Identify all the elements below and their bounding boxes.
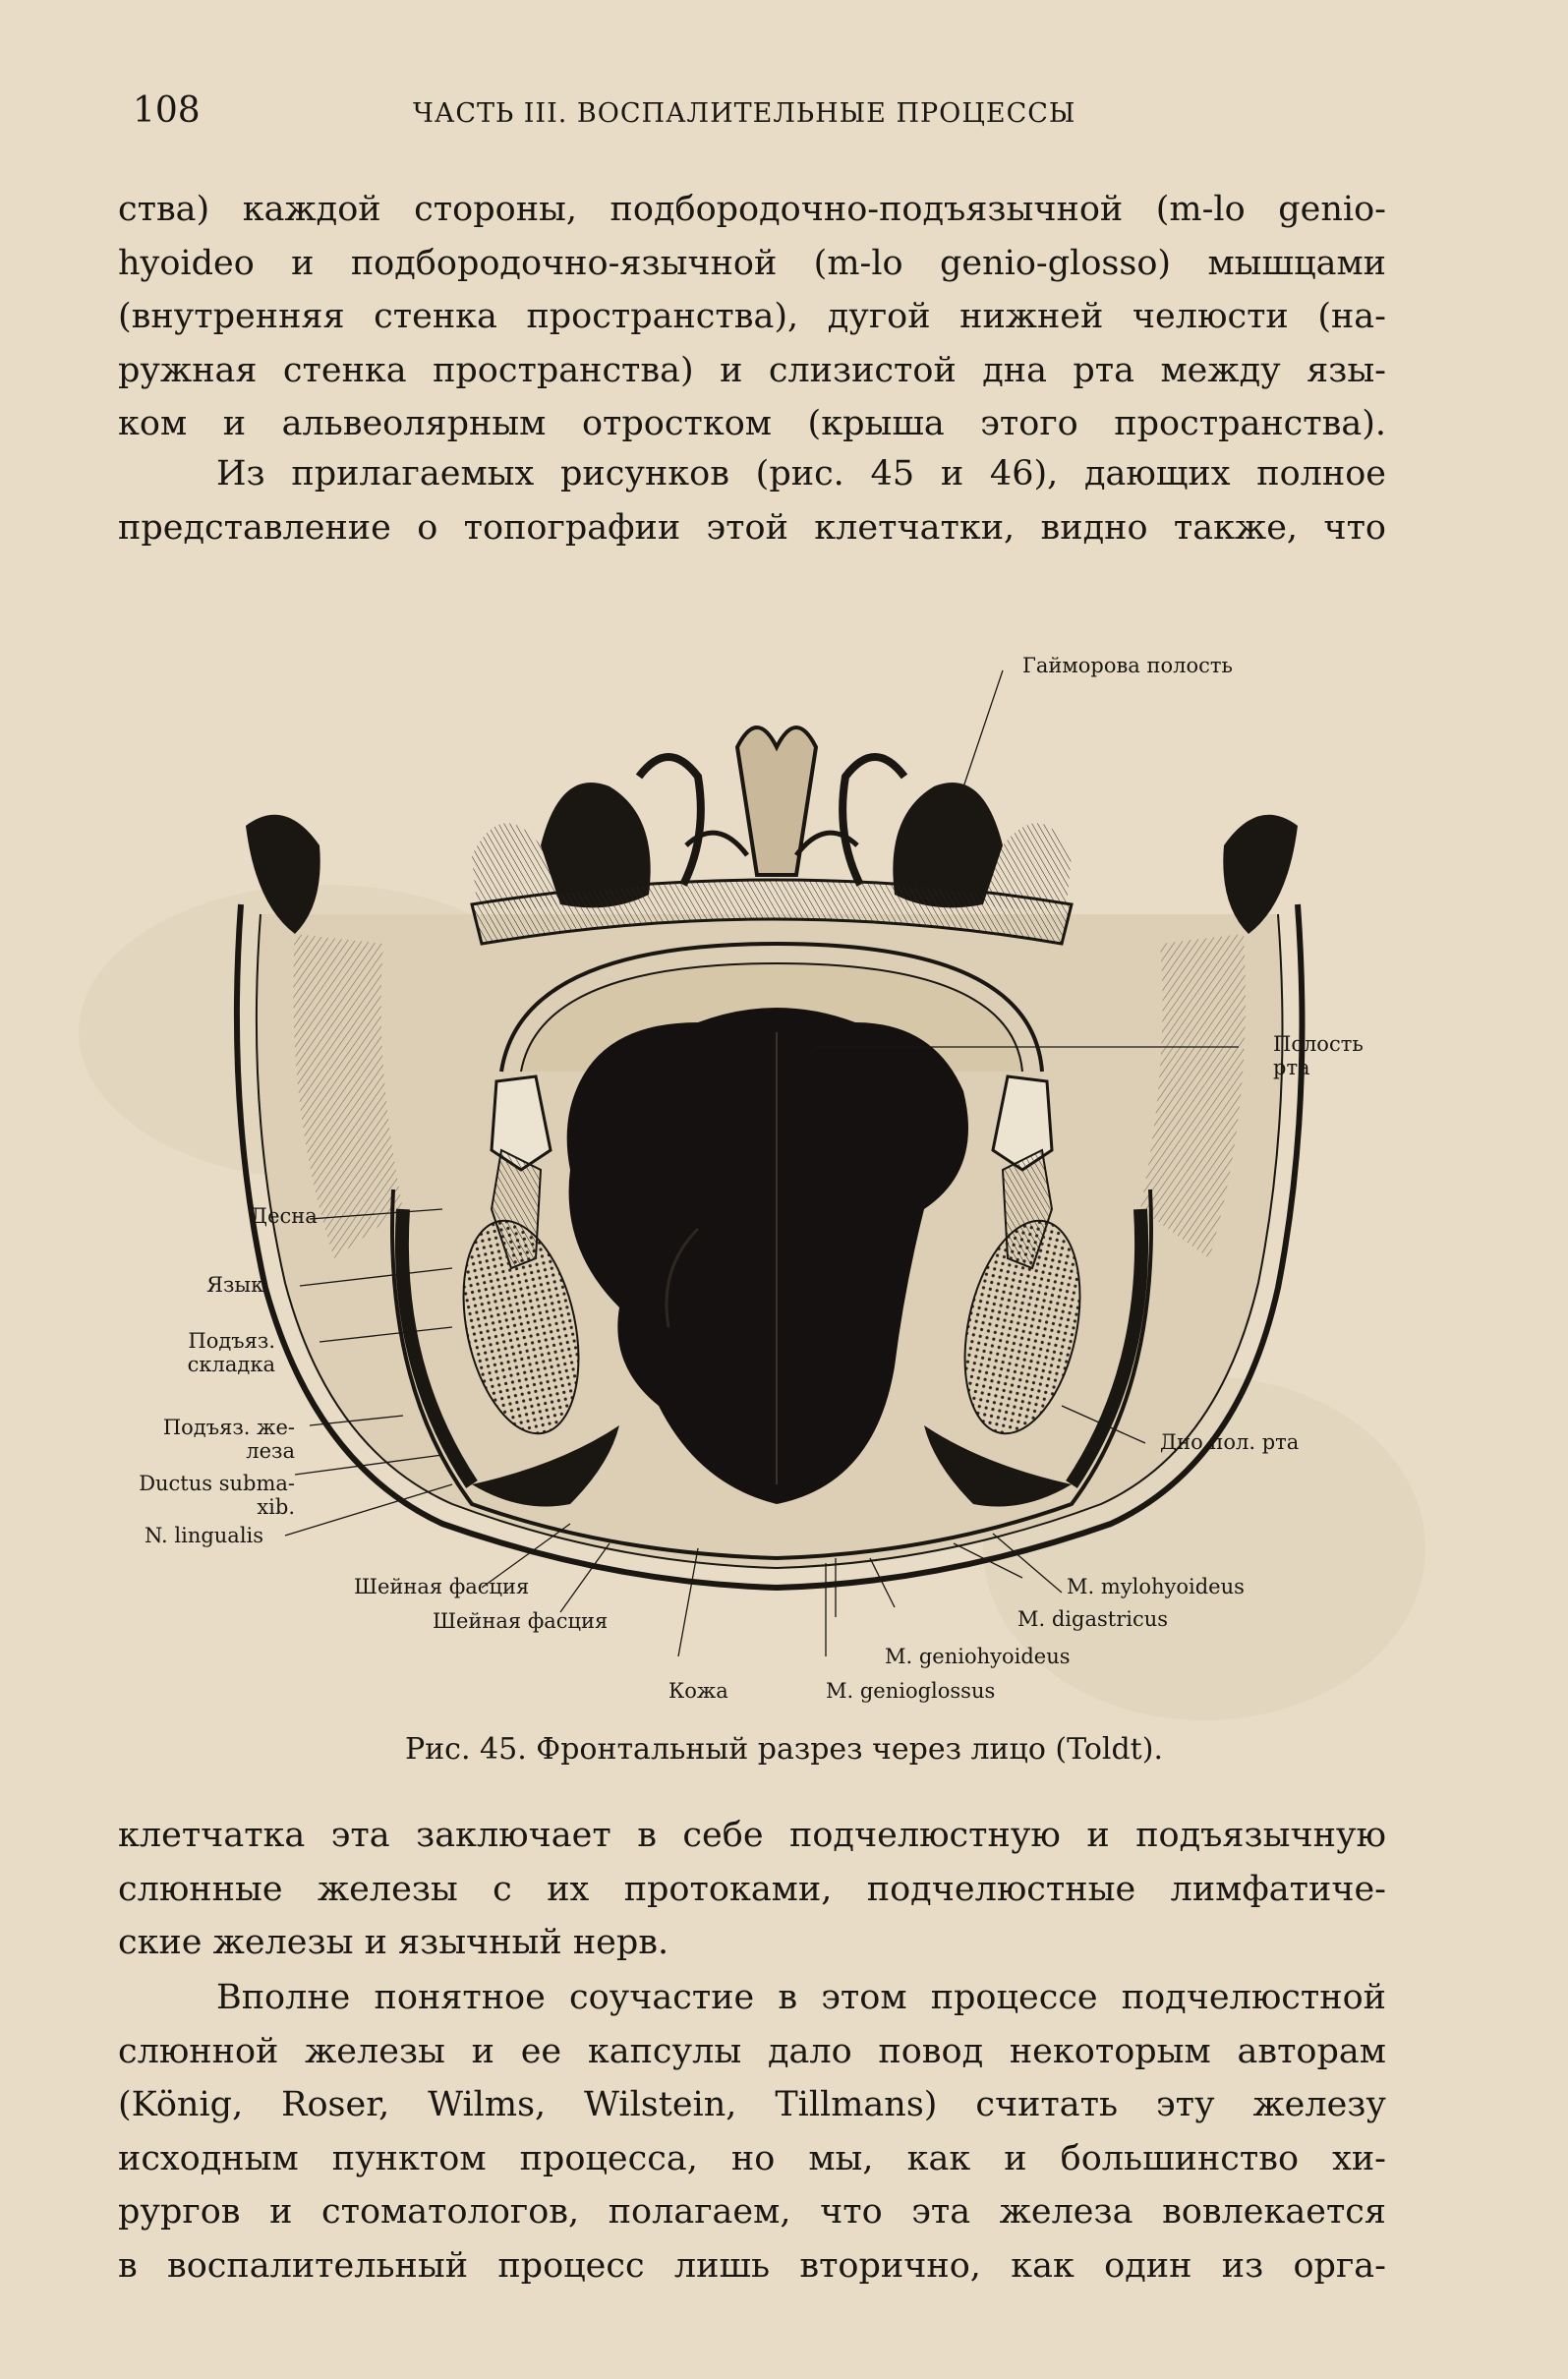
label-line: Полость	[1273, 1032, 1364, 1056]
text-line: клетчатка эта заключает в себе подчелюстную и подъязычную	[118, 1816, 1386, 1855]
text-line: слюнной железы и ее капсулы дало повод некоторым авторам	[118, 2031, 1386, 2071]
paragraph-last	[118, 1971, 1386, 2292]
label-neck-fascia-2: Шейная фасция	[433, 1609, 609, 1633]
label-ductus	[118, 1472, 295, 1519]
label-line: Подъяз. же-	[162, 1416, 295, 1439]
label-skin: Кожа	[668, 1679, 728, 1703]
label-line: xib.	[257, 1495, 295, 1519]
label-sublingual-fold	[167, 1329, 275, 1376]
label-n-lingualis: N. lingualis	[145, 1524, 264, 1547]
label-line: Ductus subma-	[139, 1472, 295, 1495]
label-mylohyoideus: M. mylohyoideus	[1067, 1575, 1245, 1598]
label-digastricus: M. digastricus	[1017, 1607, 1169, 1631]
label-neck-fascia-1: Шейная фасция	[354, 1575, 530, 1598]
text-line: (König, Roser, Wilms, Wilstein, Tillmans) считать эту железу	[118, 2085, 1386, 2124]
text-line: Из прилагаемых рисунков (рис. 45 и 46), дающих полное	[216, 454, 1386, 493]
text-line: ства) каждой стороны, подбородочно-подъязычной (m-lo genio-	[118, 190, 1386, 229]
text-line: Вполне понятное соучастие в этом процессе подчелюстной	[216, 1978, 1386, 2017]
text-line: представление о топографии этой клетчатки, видно также, что	[118, 507, 1386, 548]
text-line: рургов и стоматологов, полагаем, что эта железа вовлекается	[118, 2192, 1386, 2232]
text-line: (внутренняя стенка пространства), дугой нижней челюсти (на-	[118, 297, 1386, 336]
label-line: складка	[187, 1353, 275, 1376]
label-genioglossus: M. genioglossus	[826, 1679, 996, 1703]
label-gum: Десна	[251, 1204, 318, 1228]
label-line: леза	[246, 1439, 295, 1463]
label-geniohyoideus: M. geniohyoideus	[885, 1645, 1071, 1668]
label-floor: Дно пол. рта	[1160, 1430, 1300, 1454]
label-tongue: Язык	[206, 1273, 264, 1297]
anatomy-figure	[139, 619, 1396, 1740]
text-line: исходным пунктом процесса, но мы, как и большинство хи-	[118, 2138, 1386, 2178]
text-line: в воспалительный процесс лишь вторично, как один из орга-	[118, 2245, 1386, 2286]
text-line: ружная стенка пространства) и слизистой дна рта между язы-	[118, 350, 1386, 390]
text-line: ские железы и язычный нерв.	[118, 1923, 669, 1962]
paragraph-after	[118, 1809, 1386, 1970]
text-line: слюнные железы с их протоками, подчелюстные лимфатиче-	[118, 1869, 1386, 1909]
frontal-section-illustration	[147, 619, 1396, 1740]
running-title: ЧАСТЬ III. ВОСПАЛИТЕЛЬНЫЕ ПРОЦЕССЫ	[413, 98, 1076, 129]
label-line: рта	[1273, 1056, 1310, 1079]
text-line: hyoideo и подбородочно-язычной (m-lo genio-glosso) мышцами	[118, 243, 1386, 283]
label-oral-cavity	[1273, 1032, 1364, 1079]
text-line: ком и альвеолярным отростком (крыша этого пространства).	[118, 404, 1386, 443]
label-line: Подъяз.	[188, 1329, 275, 1353]
paragraph-top	[118, 183, 1386, 451]
label-highmore: Гайморова полость	[1022, 654, 1233, 677]
label-sublingual-gland	[138, 1416, 295, 1463]
paragraph-second	[118, 447, 1386, 554]
page-number: 108	[133, 90, 201, 131]
figure-caption: Рис. 45. Фронтальный разрез через лицо (Toldt).	[405, 1732, 1163, 1767]
